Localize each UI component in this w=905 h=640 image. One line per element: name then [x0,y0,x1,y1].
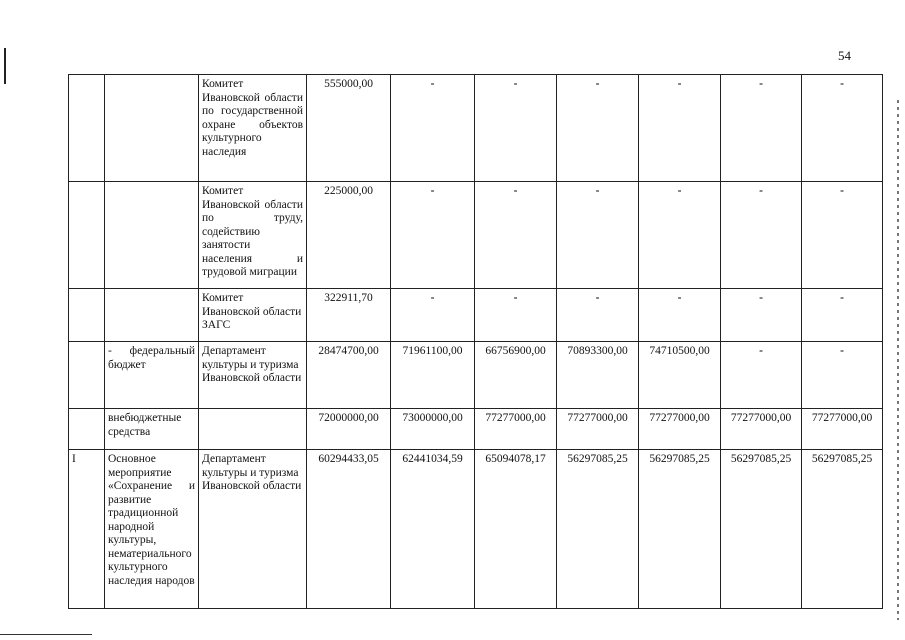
cell-name [105,342,199,409]
cell-executor [199,342,307,409]
cell-index [69,409,105,450]
cell-executor [199,289,307,342]
cell-name [105,75,199,182]
cell-value: 56297085,25 [802,450,883,609]
cell-value: 77277000,00 [721,409,802,450]
cell-value: 56297085,25 [721,450,802,609]
executor-text: Департамент культуры и туризма Ивановской области [202,345,302,384]
cell-value: 77277000,00 [475,409,557,450]
cell-executor [199,182,307,289]
executor-text: Комитет Ивановской области по труду, содействию занятости населения и трудовой миграции [202,185,303,278]
cell-name [105,289,199,342]
cell-value: 66756900,00 [475,342,557,409]
cell-value: - [802,182,883,289]
table-row [69,75,883,182]
cell-executor [199,75,307,182]
budget-table [68,74,883,609]
cell-value: - [391,182,475,289]
table-row [69,409,883,450]
cell-value: 225000,00 [307,182,391,289]
cell-value: - [557,182,639,289]
cell-value: 60294433,05 [307,450,391,609]
cell-value: - [391,75,475,182]
table-row [69,342,883,409]
cell-index [69,182,105,289]
name-text: Основное мероприятие «Сохранение и развитие традиционной народной культуры, нематериального культурного наследия народов [108,453,195,587]
footnote-rule [0,634,92,635]
cell-value: - [721,75,802,182]
cell-name [105,450,199,609]
cell-value: - [475,75,557,182]
table-row [69,182,883,289]
executor-text: Комитет Ивановской области ЗАГС [202,292,302,331]
executor-text: Комитет Ивановской области по государственной охране объектов культурного наследия [202,78,303,158]
name-text: - федеральный бюджет [108,345,195,371]
cell-value: 71961100,00 [391,342,475,409]
table-row [69,450,883,609]
cell-value: - [557,289,639,342]
cell-executor [199,409,307,450]
cell-index [69,289,105,342]
cell-index: I [69,450,105,609]
name-text: внебюджетные средства [108,412,182,438]
scan-edge [897,100,899,620]
cell-value: - [721,289,802,342]
cell-value: - [721,342,802,409]
cell-value: 56297085,25 [557,450,639,609]
cell-value: 77277000,00 [639,409,721,450]
cell-value: - [391,289,475,342]
cell-value: - [721,182,802,289]
page-number: 54 [838,48,851,63]
cell-value: 72000000,00 [307,409,391,450]
cell-executor [199,450,307,609]
table-row [69,289,883,342]
cell-value: 56297085,25 [639,450,721,609]
cell-index [69,75,105,182]
cell-index [69,342,105,409]
cell-value: 322911,70 [307,289,391,342]
cell-value: - [475,182,557,289]
cell-value: 62441034,59 [391,450,475,609]
binding-mark [4,48,6,84]
cell-value: 74710500,00 [639,342,721,409]
cell-value: 70893300,00 [557,342,639,409]
cell-name [105,409,199,450]
cell-value: - [475,289,557,342]
cell-value: - [557,75,639,182]
cell-value: - [802,75,883,182]
cell-value: - [639,75,721,182]
cell-value: - [802,342,883,409]
cell-value: 28474700,00 [307,342,391,409]
cell-name [105,182,199,289]
cell-value: 65094078,17 [475,450,557,609]
cell-value: - [639,289,721,342]
cell-value: 77277000,00 [557,409,639,450]
cell-value: - [802,289,883,342]
cell-value: 555000,00 [307,75,391,182]
cell-value: 77277000,00 [802,409,883,450]
cell-value: - [639,182,721,289]
executor-text: Департамент культуры и туризма Ивановской области [202,453,302,492]
cell-value: 73000000,00 [391,409,475,450]
